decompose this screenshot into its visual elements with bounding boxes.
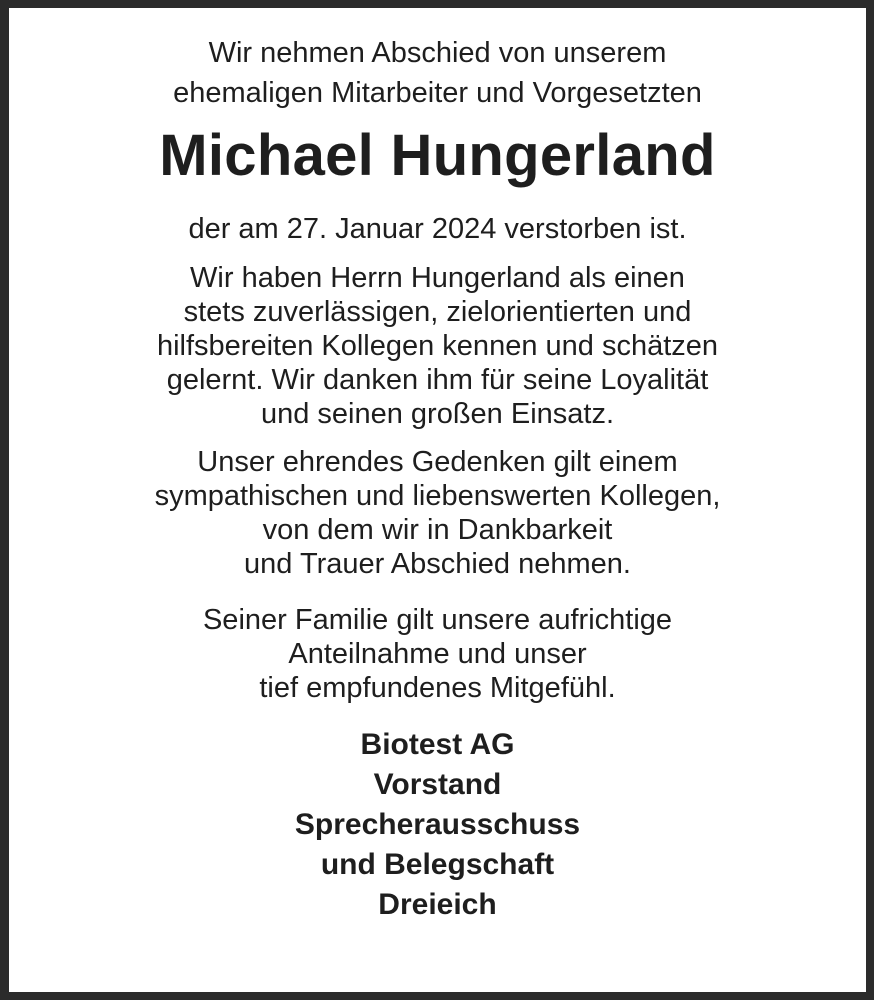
- signature-line: Vorstand: [373, 768, 502, 801]
- tribute-line: gelernt. Wir danken ihm für seine Loyalität: [166, 364, 709, 396]
- condolence-line: Seiner Familie gilt unsere aufrichtige: [202, 604, 673, 636]
- tribute-line: Wir haben Herrn Hungerland als einen: [190, 262, 685, 294]
- signature-line: Dreieich: [378, 888, 497, 921]
- remembrance-line: sympathischen und liebenswerten Kollegen,: [154, 480, 721, 512]
- condolence-line: Anteilnahme und unser: [288, 638, 587, 670]
- signature-line: Biotest AG: [360, 728, 515, 761]
- intro-text: [9, 33, 866, 113]
- condolence-line: tief empfundenes Mitgefühl.: [259, 672, 616, 704]
- tribute-line: und seinen großen Einsatz.: [260, 398, 615, 430]
- intro-line: Wir nehmen Abschied von unserem: [208, 37, 667, 69]
- intro-line: ehemaligen Mitarbeiter und Vorgesetzten: [173, 77, 702, 109]
- deceased-name: Michael Hungerland: [159, 123, 716, 188]
- tribute-paragraph: [9, 261, 866, 431]
- remembrance-line: Unser ehrendes Gedenken gilt einem: [197, 446, 678, 478]
- tribute-line: stets zuverlässigen, zielorientierten und: [183, 296, 692, 328]
- condolence-paragraph: [9, 603, 866, 705]
- signature-block: [9, 725, 866, 925]
- death-notice: der am 27. Januar 2024 verstorben ist.: [188, 213, 687, 245]
- remembrance-line: und Trauer Abschied nehmen.: [244, 548, 631, 580]
- remembrance-line: von dem wir in Dankbarkeit: [262, 514, 613, 546]
- remembrance-paragraph: [9, 445, 866, 581]
- signature-line: und Belegschaft: [320, 848, 555, 881]
- obituary-notice: [9, 8, 866, 925]
- signature-line: Sprecherausschuss: [294, 808, 581, 841]
- tribute-line: hilfsbereiten Kollegen kennen und schätzen: [156, 330, 719, 362]
